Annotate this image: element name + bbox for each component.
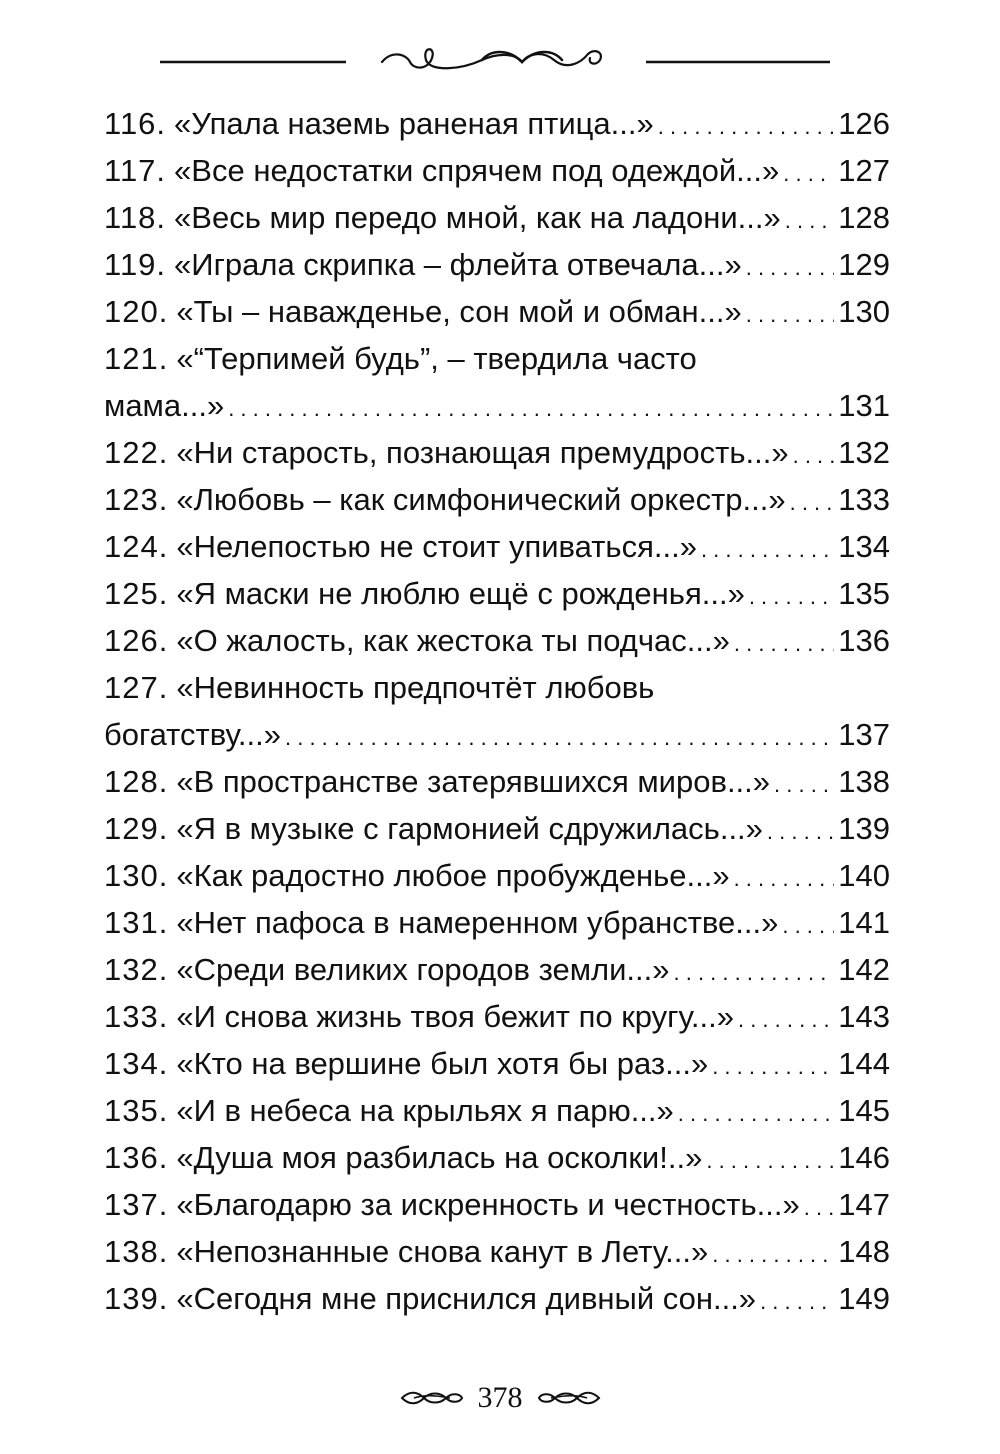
toc-entry-line xyxy=(104,335,890,382)
toc-entry-page: 132 xyxy=(838,435,890,470)
table-of-contents xyxy=(104,100,890,1322)
dot-leader xyxy=(658,100,835,150)
toc-entry-number: 133. xyxy=(104,999,169,1034)
toc-entry-page: 144 xyxy=(838,1046,890,1081)
toc-entry-number: 124. xyxy=(104,529,169,564)
toc-row xyxy=(104,382,890,432)
toc-entry-number: 138. xyxy=(104,1234,169,1269)
dot-leader xyxy=(793,429,835,479)
toc-entry-page: 131 xyxy=(838,388,890,423)
toc-entry-number: 139. xyxy=(104,1281,169,1316)
toc-entry-page: 130 xyxy=(838,294,890,329)
toc-entry-number: 134. xyxy=(104,1046,169,1081)
toc-entry-title: «Любовь – как симфонический оркестр...» xyxy=(176,482,786,517)
toc-entry-page: 127 xyxy=(838,153,890,188)
toc-entry-number: 116. xyxy=(104,106,167,141)
toc-entry-line xyxy=(104,570,890,617)
toc-entry-title: «Ты – наважденье, сон мой и обман...» xyxy=(176,294,742,329)
toc-entry-line xyxy=(104,899,890,946)
toc-row xyxy=(104,899,890,949)
toc-row xyxy=(104,805,890,855)
toc-entry-line xyxy=(104,476,890,523)
dot-leader xyxy=(746,241,835,291)
toc-row xyxy=(104,852,890,902)
toc-entry-number: 122. xyxy=(104,435,169,470)
flourish-icon xyxy=(537,1388,601,1408)
toc-entry-number: 118. xyxy=(104,200,167,235)
dot-leader xyxy=(706,1134,834,1184)
toc-row xyxy=(104,241,890,291)
toc-entry-line xyxy=(104,523,890,570)
toc-entry-title: «И в небеса на крыльях я парю...» xyxy=(176,1093,674,1128)
toc-entry-page: 137 xyxy=(838,717,890,752)
dot-leader xyxy=(734,617,834,667)
toc-entry-number: 119. xyxy=(104,247,167,282)
toc-entry-title: «Невинность предпочтёт любовь xyxy=(176,670,655,705)
toc-entry-title: «Кто на вершине был хотя бы раз...» xyxy=(176,1046,709,1081)
toc-entry-number: 117. xyxy=(104,153,167,188)
dot-leader xyxy=(734,852,835,902)
toc-row xyxy=(104,1275,890,1325)
swirl-divider-icon xyxy=(160,40,830,80)
toc-entry-line xyxy=(104,805,890,852)
toc-row xyxy=(104,476,890,526)
toc-row xyxy=(104,993,890,1043)
toc-entry-number: 129. xyxy=(104,811,169,846)
toc-entry-line xyxy=(104,429,890,476)
toc-entry-page: 129 xyxy=(838,247,890,282)
toc-entry-title: «И снова жизнь твоя бежит по кругу...» xyxy=(176,999,734,1034)
dot-leader xyxy=(804,1181,835,1231)
toc-entry-number: 126. xyxy=(104,623,169,658)
toc-entry-title: «Благодарю за искренность и честность...» xyxy=(176,1187,800,1222)
page-number: 378 xyxy=(477,1381,523,1414)
toc-entry-number: 125. xyxy=(104,576,169,611)
toc-row xyxy=(104,664,890,711)
toc-entry-title: «Душа моя разбилась на осколки!..» xyxy=(176,1140,703,1175)
dot-leader xyxy=(790,476,835,526)
toc-row xyxy=(104,523,890,573)
toc-entry-number: 120. xyxy=(104,294,169,329)
toc-entry-page: 128 xyxy=(838,200,890,235)
toc-entry-page: 146 xyxy=(838,1140,890,1175)
toc-entry-number: 132. xyxy=(104,952,169,987)
toc-entry-line xyxy=(104,711,890,758)
toc-entry-number: 135. xyxy=(104,1093,169,1128)
toc-row xyxy=(104,1040,890,1090)
dot-leader xyxy=(774,758,834,808)
toc-entry-title: «Среди великих городов земли...» xyxy=(176,952,670,987)
toc-entry-page: 147 xyxy=(838,1187,890,1222)
toc-entry-line xyxy=(104,1275,890,1322)
toc-entry-page: 138 xyxy=(838,764,890,799)
toc-entry-line xyxy=(104,993,890,1040)
toc-entry-number: 130. xyxy=(104,858,169,893)
toc-entry-page: 141 xyxy=(838,905,890,940)
toc-entry-number: 128. xyxy=(104,764,169,799)
toc-row xyxy=(104,429,890,479)
toc-entry-line xyxy=(104,241,890,288)
toc-entry-title: «Сегодня мне приснился дивный сон...» xyxy=(176,1281,757,1316)
toc-entry-title: «Играла скрипка – флейта отвечала...» xyxy=(174,247,742,282)
toc-entry-title: мама...» xyxy=(104,388,225,423)
toc-row xyxy=(104,147,890,197)
toc-entry-title: «Все недостатки спрячем под одеждой...» xyxy=(174,153,780,188)
toc-entry-page: 148 xyxy=(838,1234,890,1269)
toc-entry-line xyxy=(104,100,890,147)
toc-entry-title: «О жалость, как жестока ты подчас...» xyxy=(176,623,730,658)
toc-entry-page: 133 xyxy=(838,482,890,517)
toc-entry-number: 123. xyxy=(104,482,169,517)
toc-row xyxy=(104,288,890,338)
toc-row xyxy=(104,1181,890,1231)
toc-entry-line xyxy=(104,1087,890,1134)
dot-leader xyxy=(767,805,834,855)
toc-entry-title: «Ни старость, познающая премудрость...» xyxy=(176,435,789,470)
toc-entry-title: «Нелепостью не стоит упиваться...» xyxy=(176,529,697,564)
toc-entry-title: «Весь мир передо мной, как на ладони...» xyxy=(174,200,781,235)
toc-entry-title: «Нет пафоса в намеренном убранстве...» xyxy=(176,905,779,940)
toc-entry-line xyxy=(104,852,890,899)
toc-entry-title: «Непознанные снова канут в Лету...» xyxy=(176,1234,709,1269)
dot-leader xyxy=(228,382,834,432)
toc-entry-title: «Упала наземь раненая птица...» xyxy=(174,106,654,141)
toc-entry-line xyxy=(104,758,890,805)
toc-row xyxy=(104,1134,890,1184)
dot-leader xyxy=(712,1040,834,1090)
toc-entry-page: 135 xyxy=(838,576,890,611)
dot-leader xyxy=(746,288,835,338)
toc-row xyxy=(104,194,890,244)
toc-entry-title: «В пространстве затерявшихся миров...» xyxy=(176,764,771,799)
toc-entry-line xyxy=(104,147,890,194)
toc-entry-number: 137. xyxy=(104,1187,169,1222)
dot-leader xyxy=(738,993,834,1043)
page-footer xyxy=(0,1378,1000,1418)
toc-entry-number: 127. xyxy=(104,670,169,705)
toc-entry-number: 136. xyxy=(104,1140,169,1175)
toc-entry-line xyxy=(104,1040,890,1087)
toc-entry-line xyxy=(104,382,890,429)
toc-entry-line xyxy=(104,946,890,993)
toc-row xyxy=(104,570,890,620)
dot-leader xyxy=(782,899,834,949)
dot-leader xyxy=(712,1228,834,1278)
dot-leader xyxy=(749,570,834,620)
toc-entry-line xyxy=(104,288,890,335)
toc-row xyxy=(104,617,890,667)
toc-entry-page: 145 xyxy=(838,1093,890,1128)
toc-entry-title: богатству...» xyxy=(104,717,281,752)
toc-entry-page: 139 xyxy=(838,811,890,846)
toc-row xyxy=(104,1087,890,1137)
toc-entry-title: «Я в музыке с гармонией сдружилась...» xyxy=(176,811,763,846)
dot-leader xyxy=(285,711,834,761)
toc-row xyxy=(104,100,890,150)
toc-row xyxy=(104,758,890,808)
toc-entry-page: 143 xyxy=(838,999,890,1034)
toc-entry-page: 140 xyxy=(838,858,890,893)
toc-entry-number: 131. xyxy=(104,905,169,940)
toc-row xyxy=(104,946,890,996)
dot-leader xyxy=(674,946,835,996)
dot-leader xyxy=(760,1275,834,1325)
toc-entry-page: 126 xyxy=(838,106,890,141)
toc-entry-page: 136 xyxy=(838,623,890,658)
flourish-icon xyxy=(400,1388,464,1408)
toc-entry-page: 149 xyxy=(838,1281,890,1316)
toc-entry-number: 121. xyxy=(104,341,169,376)
toc-entry-line xyxy=(104,1228,890,1275)
toc-entry-line xyxy=(104,1181,890,1228)
toc-entry-title: «“Терпимей будь”, – твердила часто xyxy=(176,341,697,376)
toc-entry-line xyxy=(104,664,890,711)
toc-entry-line xyxy=(104,1134,890,1181)
toc-entry-line xyxy=(104,194,890,241)
toc-row xyxy=(104,335,890,382)
toc-row xyxy=(104,711,890,761)
dot-leader xyxy=(783,147,834,197)
dot-leader xyxy=(678,1087,834,1137)
toc-entry-title: «Я маски не люблю ещё с рожденья...» xyxy=(176,576,745,611)
toc-entry-page: 142 xyxy=(838,952,890,987)
dot-leader xyxy=(785,194,835,244)
toc-entry-page: 134 xyxy=(838,529,890,564)
dot-leader xyxy=(701,523,834,573)
toc-row xyxy=(104,1228,890,1278)
toc-entry-line xyxy=(104,617,890,664)
toc-entry-title: «Как радостно любое пробужденье...» xyxy=(176,858,730,893)
